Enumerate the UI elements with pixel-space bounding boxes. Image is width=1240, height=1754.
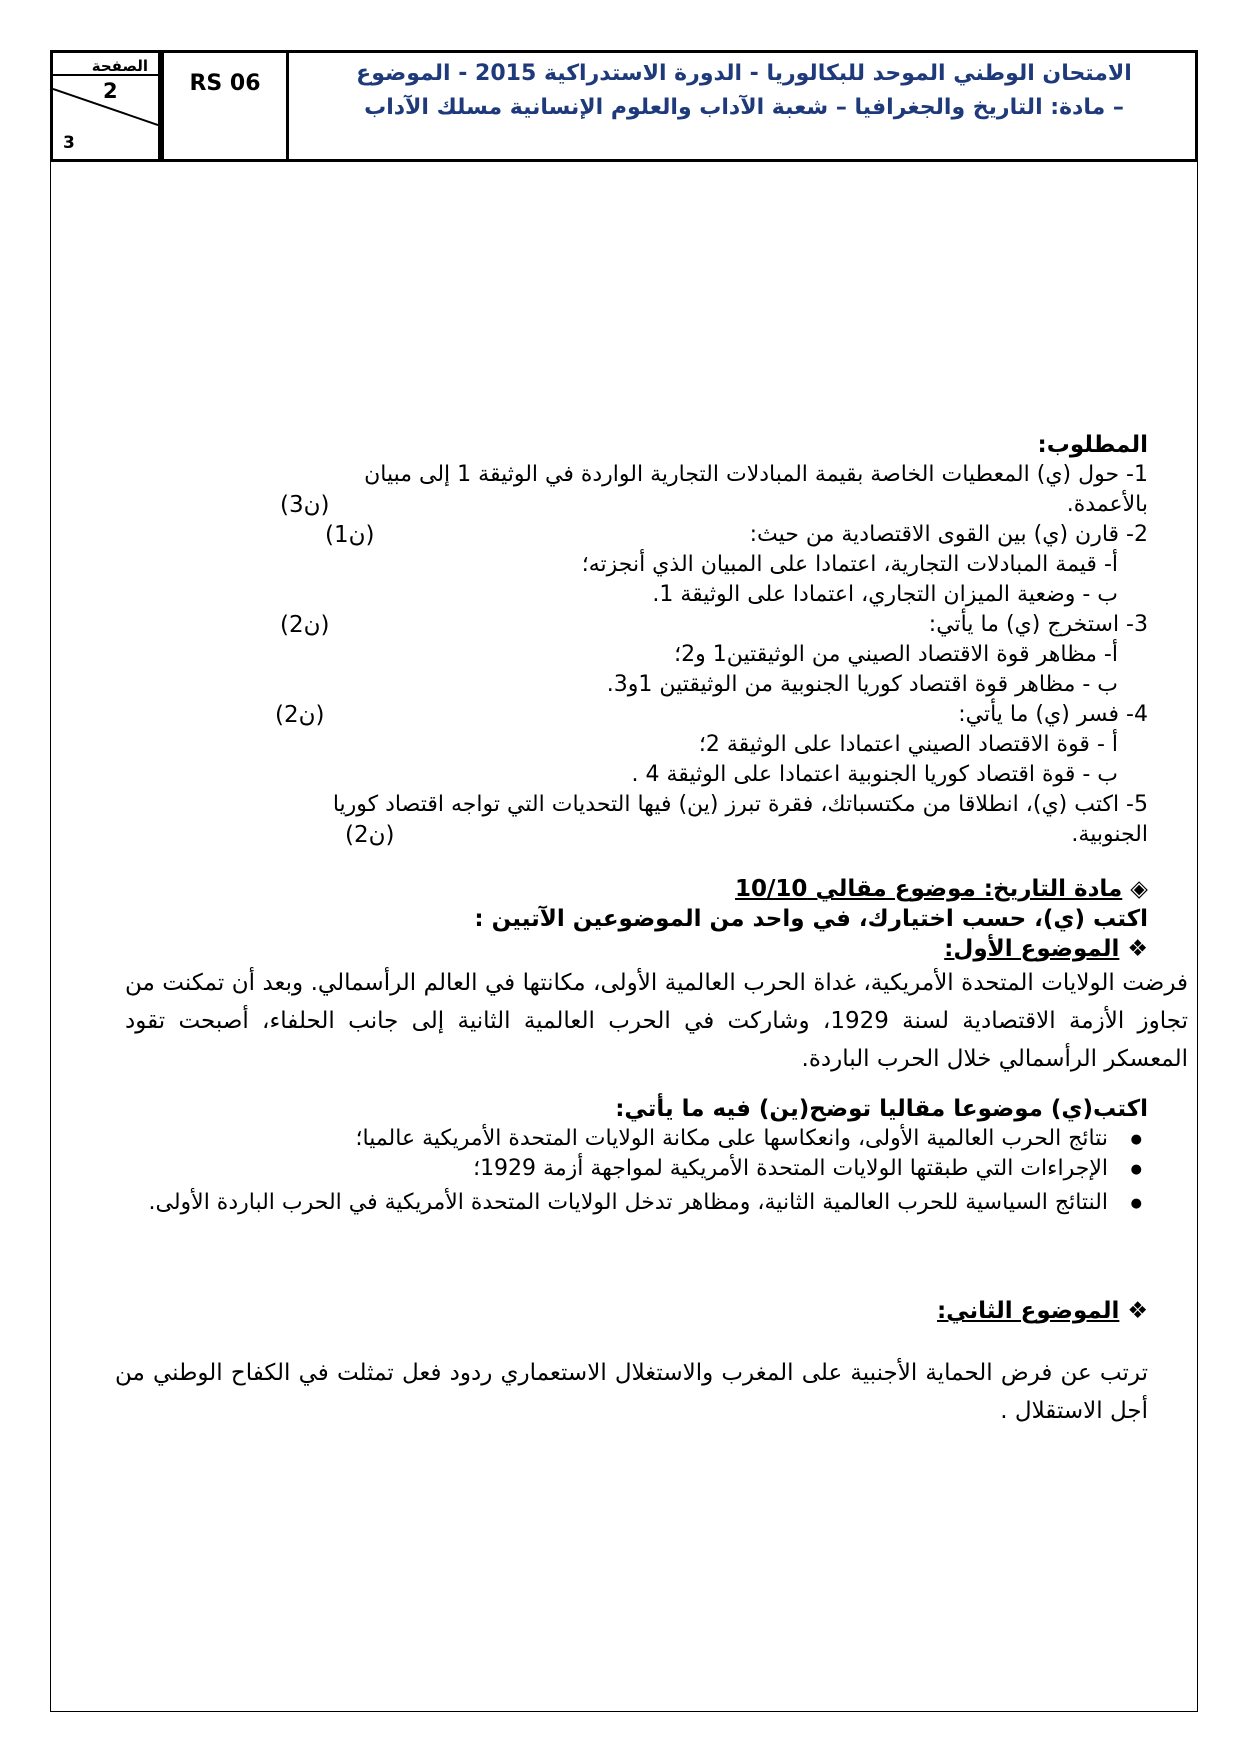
- question-2-b: ب - وضعية الميزان التجاري، اعتمادا على الوثيقة 1.: [652, 582, 1118, 607]
- page-label: الصفحة: [91, 57, 148, 75]
- topic-marker-icon: ❖: [1127, 1298, 1148, 1324]
- question-2-points: (1ن): [325, 522, 375, 548]
- list-item: ● النتائج السياسية للحرب العالمية الثانية، ومظاهر تدخل الولايات المتحدة الأمريكية في الحرب الباردة الأولى.: [75, 1184, 1108, 1222]
- list-item: ● نتائج الحرب العالمية الأولى، وانعكاسها على مكانة الولايات المتحدة الأمريكية عالميا؛: [125, 1124, 1108, 1154]
- topic-2-text: ترتب عن فرض الحماية الأجنبية على المغرب والاستغلال الاستعماري ردود فعل تمثلت في الكفاح الوطني من أجل الاستقلال .: [115, 1360, 1148, 1424]
- question-3-a: أ- مظاهر قوة الاقتصاد الصيني من الوثيقتين1 و2؛: [674, 642, 1118, 667]
- question-4-b: ب - قوة اقتصاد كوريا الجنوبية اعتمادا على الوثيقة 4 .: [631, 762, 1118, 787]
- exam-title-line2: – مادة: التاريخ والجغرافيا – شعبة الآداب والعلوم الإنسانية مسلك الآداب: [364, 95, 1124, 120]
- topic-1-text: فرضت الولايات المتحدة الأمريكية، غداة الحرب العالمية الأولى، مكانتها في العالم الرأسمالي. وبعد أن تمكنت من تجاوز الأزمة الاقتصادية لسنة 1929، وشاركت في الحرب العالمية الثانية إلى جانب الحلفاء، أصبحت تقود المعسكر الرأسمالي خلال الحرب الباردة.: [125, 970, 1188, 1072]
- question-2: 2- قارن (ي) بين القوى الاقتصادية من حيث: (1ن): [325, 522, 1148, 548]
- topic-2-title: ❖ الموضوع الثاني:: [936, 1298, 1148, 1324]
- diamond-icon: ◈: [1130, 876, 1148, 902]
- exam-content: [115, 430, 1188, 1430]
- question-1-points: (3ن): [280, 492, 330, 518]
- list-item: ● الإجراءات التي طبقتها الولايات المتحدة الأمريكية لمواجهة أزمة 1929؛: [125, 1154, 1108, 1184]
- question-1-cont: بالأعمدة. (3ن): [280, 492, 1148, 518]
- exam-code: RS 06: [161, 53, 289, 159]
- history-instruction: اكتب (ي)، حسب اختيارك، في واحد من الموضوعين الآتيين :: [474, 906, 1148, 932]
- question-5: 5- اكتب (ي)، انطلاقا من مكتسباتك، فقرة تبرز (ين) فيها التحديات التي تواجه اقتصاد كوريا: [332, 792, 1148, 817]
- topic-marker-icon: ❖: [1127, 936, 1148, 962]
- exam-title-line1: الامتحان الوطني الموحد للبكالوريا - الدورة الاستدراكية 2015 - الموضوع: [356, 61, 1132, 86]
- question-3-points: (2ن): [280, 612, 330, 638]
- required-heading: المطلوب:: [1037, 432, 1148, 458]
- history-title: [125, 874, 1148, 904]
- question-2-a: أ- قيمة المبادلات التجارية، اعتمادا على المبيان الذي أنجزته؛: [581, 552, 1118, 577]
- essay-bullets: [125, 1124, 1148, 1222]
- topic-1-title: ❖ الموضوع الأول:: [944, 936, 1148, 962]
- essay-instruction: اكتب(ي) موضوعا مقاليا توضح(ين) فيه ما يأتي:: [615, 1096, 1148, 1122]
- question-3: 3- استخرج (ي) ما يأتي: (2ن): [280, 612, 1148, 638]
- page-total: 3: [63, 133, 75, 153]
- question-4: 4- فسر (ي) ما يأتي: (2ن): [275, 702, 1148, 728]
- question-4-points: (2ن): [275, 702, 325, 728]
- question-5-points: (2ن): [345, 822, 395, 848]
- question-1: 1- حول (ي) المعطيات الخاصة بقيمة المبادلات التجارية الواردة في الوثيقة 1 إلى مبيان: [364, 462, 1148, 487]
- question-3-b: ب - مظاهر قوة اقتصاد كوريا الجنوبية من الوثيقتين 1و3.: [606, 672, 1118, 697]
- question-5-cont: الجنوبية. (2ن): [345, 822, 1148, 848]
- question-4-a: أ - قوة الاقتصاد الصيني اعتمادا على الوثيقة 2؛: [698, 732, 1118, 757]
- exam-header: [50, 50, 1198, 162]
- history-title-text: مادة التاريخ: موضوع مقالي 10/10: [735, 876, 1123, 902]
- page-number-box: [53, 53, 161, 159]
- exam-title: [293, 53, 1195, 163]
- page-current: 2: [103, 79, 118, 103]
